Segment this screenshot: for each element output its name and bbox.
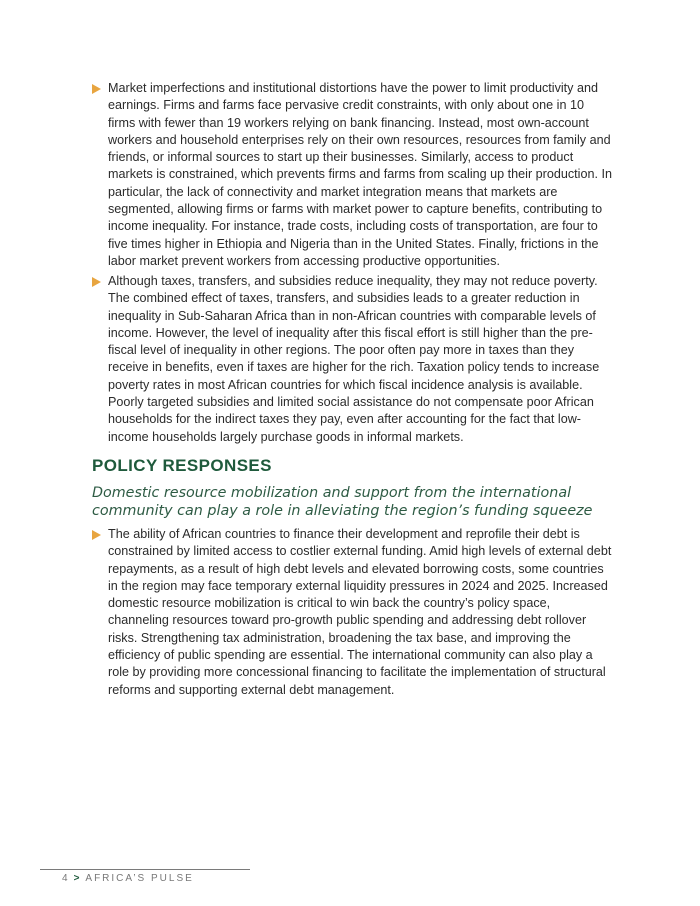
bullet-item-funding	[92, 526, 612, 699]
bullet-text: The ability of African countries to finance their development and reprofile their debt is constrained by limited access to costlier external funding. Amid high levels of external debt repayments, as a result of high debt levels and elevated borrowing costs, some countries in the region may face temporary external liquidity pressures in 2024 and 2025. Increased domestic resource mobilization is critical to win back the country’s policy space, channeling resources toward pro-growth public spending and addressing debt rollover risks. Strengthening tax administration, broadening the tax base, and improving the efficiency of public spending are essential. The international community can also play a role by providing more concessional financing to facilitate the implementation of structural reforms and supporting external debt management.	[108, 527, 612, 697]
footer-divider	[40, 869, 250, 870]
bullet-item-market-imperfections	[92, 80, 612, 270]
bullet-arrow-icon	[92, 530, 101, 540]
publication-title: AFRICA’S PULSE	[85, 873, 194, 884]
bullet-item-taxes-transfers	[92, 273, 612, 446]
page-footer	[62, 873, 194, 884]
section-title: POLICY RESPONSES	[92, 456, 272, 475]
section-subheading: Domestic resource mobilization and support from the international community can play a role in alleviating the region’s funding squeeze	[92, 485, 593, 519]
bullet-text: Market imperfections and institutional distortions have the power to limit productivity and earnings. Firms and farms face pervasive credit constraints, with only about one in 10 firms with fewer than 19 workers relying on bank financing. Instead, most own-account workers and household enterprises rely on their own resources, resources from family and friends, or informal sources to start up their businesses. Similarly, access to product markets is constrained, which prevents firms and farms from scaling up their production. In particular, the lack of connectivity and market integration means that markets are segmented, allowing firms or farms with market power to capture benefits, contributing to income inequality. For instance, trade costs, including costs of transportation, are four to five times higher in Ethiopia and Nigeria than in the United States. Finally, frictions in the labor market prevent workers from accessing productive opportunities.	[108, 81, 612, 268]
chevron-right-icon: >	[73, 873, 80, 884]
bullet-arrow-icon	[92, 277, 101, 287]
page-number: 4	[62, 873, 70, 884]
bullet-text: Although taxes, transfers, and subsidies reduce inequality, they may not reduce poverty. The combined effect of taxes, transfers, and subsidies leads to a greater reduction in inequality in Sub-Saharan Africa than in non-African countries with comparable levels of income. However, the level of inequality after this fiscal effort is still higher than the pre-fiscal level of inequality in other regions. The poor often pay more in taxes than they receive in benefits, even if taxes are higher for the rich. Taxation policy tends to increase poverty rates in most African countries for which fiscal incidence analysis is available. Poorly targeted subsidies and limited social assistance do not compensate poor African households for the indirect taxes they pay, even after accounting for the fact that low-income households largely purchase goods in informal markets.	[108, 274, 600, 444]
bullet-arrow-icon	[92, 84, 101, 94]
